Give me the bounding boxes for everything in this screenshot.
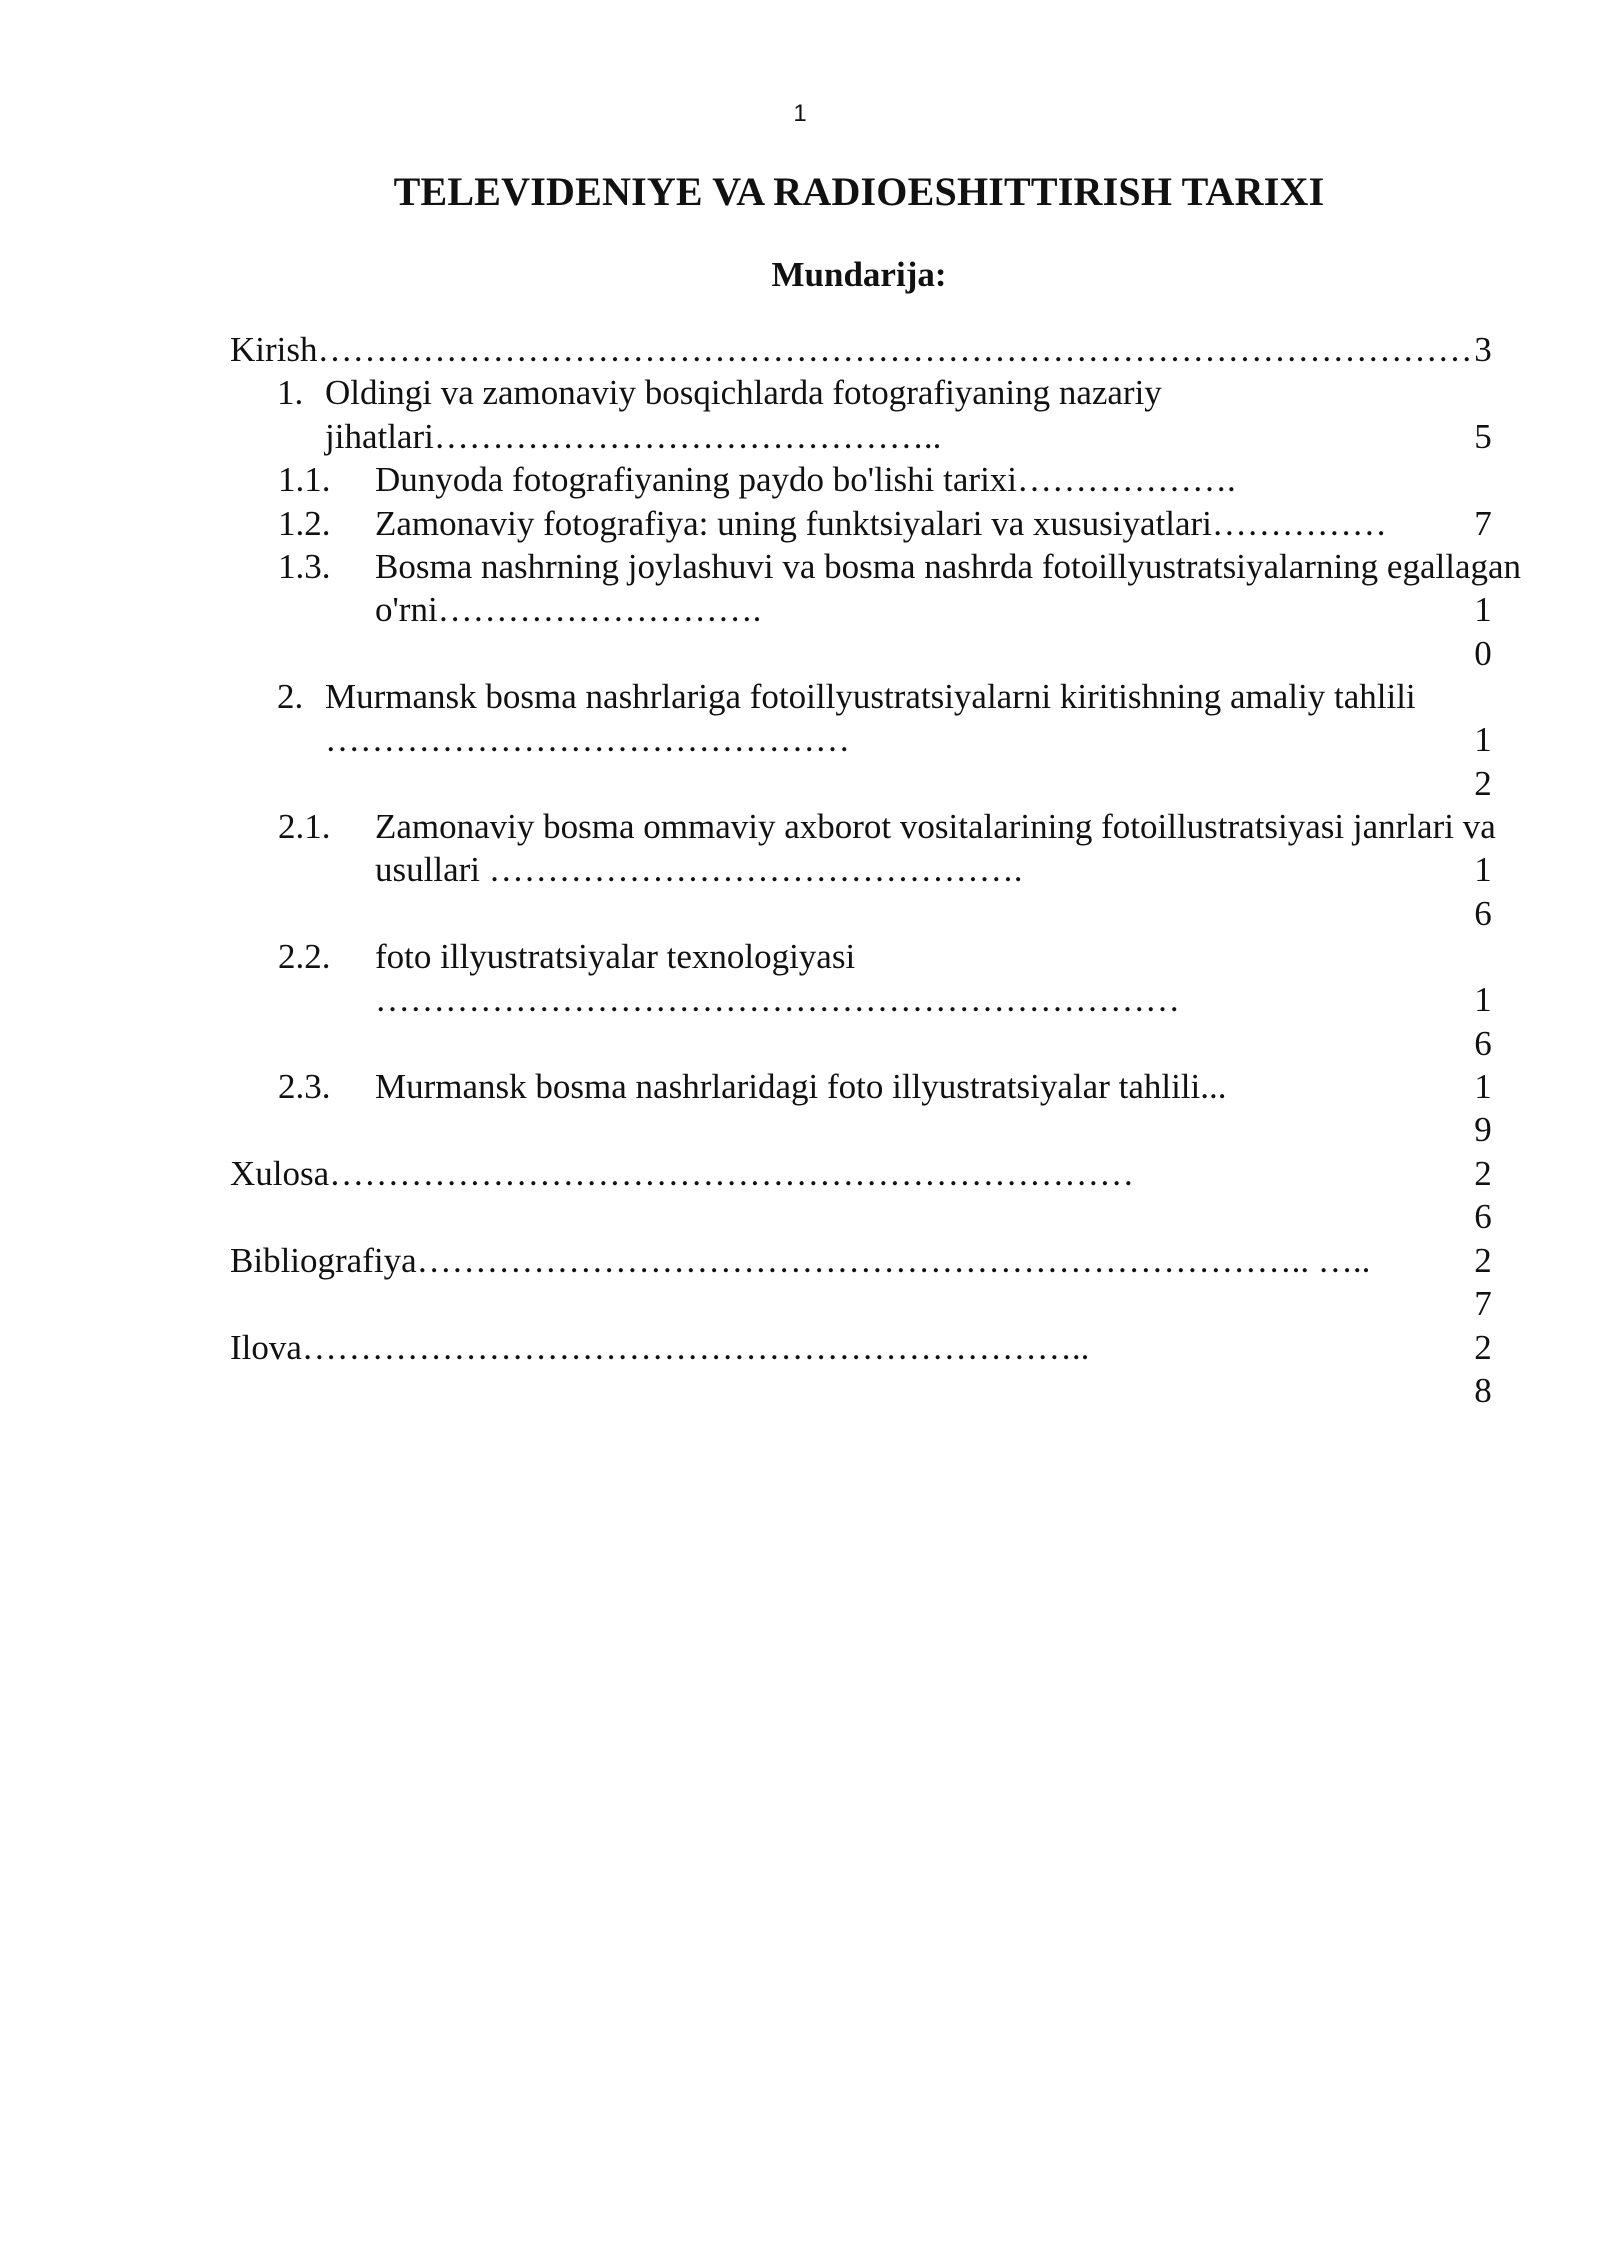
toc-entry-text [230, 935, 1575, 1022]
toc-entry-title: Murmansk bosma nashrlaridagi foto illyustratsiyalar tahlili... [375, 1067, 1227, 1107]
toc-entry-page: 5 [1474, 416, 1492, 456]
toc-entry-page: 16 [1474, 980, 1492, 1063]
page-number: 1 [793, 100, 807, 127]
toc-entry-text [230, 1326, 1430, 1369]
toc-entry-text [230, 458, 1575, 501]
toc-entry[interactable] [230, 458, 1500, 501]
toc-entry-text [230, 371, 1525, 458]
toc-entry-title: Zamonaviy bosma ommaviy axborot vositalarining fotoillustratsiyasi janrlari va usullari ………………………………………. [375, 807, 1496, 890]
toc-entry[interactable] [230, 1239, 1500, 1326]
toc-entry-page: 26 [1474, 1154, 1492, 1237]
toc-entry-title: Murmansk bosma nashrlariga fotoillyustratsiyalarni kiritishning amaliy tahlili ……………………………………… [325, 677, 1416, 760]
table-of-contents [230, 328, 1522, 1413]
document-title: TELEVIDENIYE VA RADIOESHITTIRISH TARIXI [393, 169, 1325, 214]
toc-entry[interactable] [230, 1326, 1500, 1413]
toc-entry-page: 10 [1474, 590, 1492, 673]
toc-entry[interactable] [230, 371, 1500, 458]
toc-entry-title: Ilova………………………………………………………….. [230, 1328, 1090, 1368]
toc-entry-text [230, 805, 1575, 892]
toc-entry-number: 2. [277, 677, 304, 717]
toc-entry-title: Oldingi va zamonaviy bosqichlarda fotografiyaning nazariy jihatlari…………………………………….. [325, 373, 1162, 456]
toc-entry-page: 19 [1474, 1067, 1492, 1150]
toc-entry-title: Kirish……………………………………………………………………………………… [230, 330, 1473, 369]
toc-entry-page: 7 [1474, 503, 1492, 543]
toc-entry-text [230, 1152, 1430, 1195]
toc-entry-page: 27 [1474, 1241, 1492, 1324]
toc-heading: Mundarija: [771, 255, 947, 294]
toc-entry[interactable] [230, 502, 1500, 545]
toc-entry-page: 3 [1474, 330, 1492, 369]
toc-entry-title: Bibliografiya………………………………………………………………….. ….. [230, 1241, 1371, 1281]
toc-entry-number: 1. [277, 373, 304, 413]
toc-entry-page: 16 [1474, 850, 1492, 933]
toc-entry-number: 2.1. [278, 807, 331, 847]
toc-entry[interactable] [230, 328, 1500, 371]
toc-entry[interactable] [230, 545, 1522, 675]
toc-entry[interactable] [230, 935, 1500, 1065]
toc-entry-text [230, 545, 1575, 632]
toc-entry[interactable] [230, 805, 1500, 935]
toc-entry-page: 12 [1474, 720, 1492, 803]
toc-entry[interactable] [230, 1065, 1500, 1152]
toc-entry-text [230, 328, 1473, 371]
toc-entry-number: 1.1. [278, 460, 331, 500]
toc-entry-text [230, 1065, 1575, 1108]
toc-entry-number: 2.2. [278, 937, 331, 977]
toc-entry-title: Dunyoda fotografiyaning paydo bo'lishi tarixi………………. [375, 460, 1236, 500]
toc-entry[interactable] [230, 675, 1500, 805]
toc-entry-title: Bosma nashrning joylashuvi va bosma nashrda fotoillyustratsiyalarning egallagan o'rni………………………. [375, 547, 1522, 630]
toc-entry-page: 28 [1474, 1328, 1492, 1411]
toc-entry-title: Xulosa…………………………………………………………… [230, 1154, 1135, 1194]
toc-entry[interactable] [230, 1152, 1500, 1239]
toc-entry-number: 1.3. [278, 547, 331, 587]
toc-entry-number: 1.2. [278, 503, 331, 543]
toc-entry-text [230, 502, 1575, 545]
toc-entry-number: 2.3. [278, 1067, 331, 1107]
toc-entry-title: foto illyustratsiyalar texnologiyasi …………………………………………………………… [375, 937, 1180, 1020]
toc-entry-text [230, 675, 1525, 762]
toc-entry-text [230, 1239, 1430, 1282]
toc-entry-title: Zamonaviy fotografiya: uning funktsiyalari va xususiyatlari…………… [375, 503, 1387, 543]
